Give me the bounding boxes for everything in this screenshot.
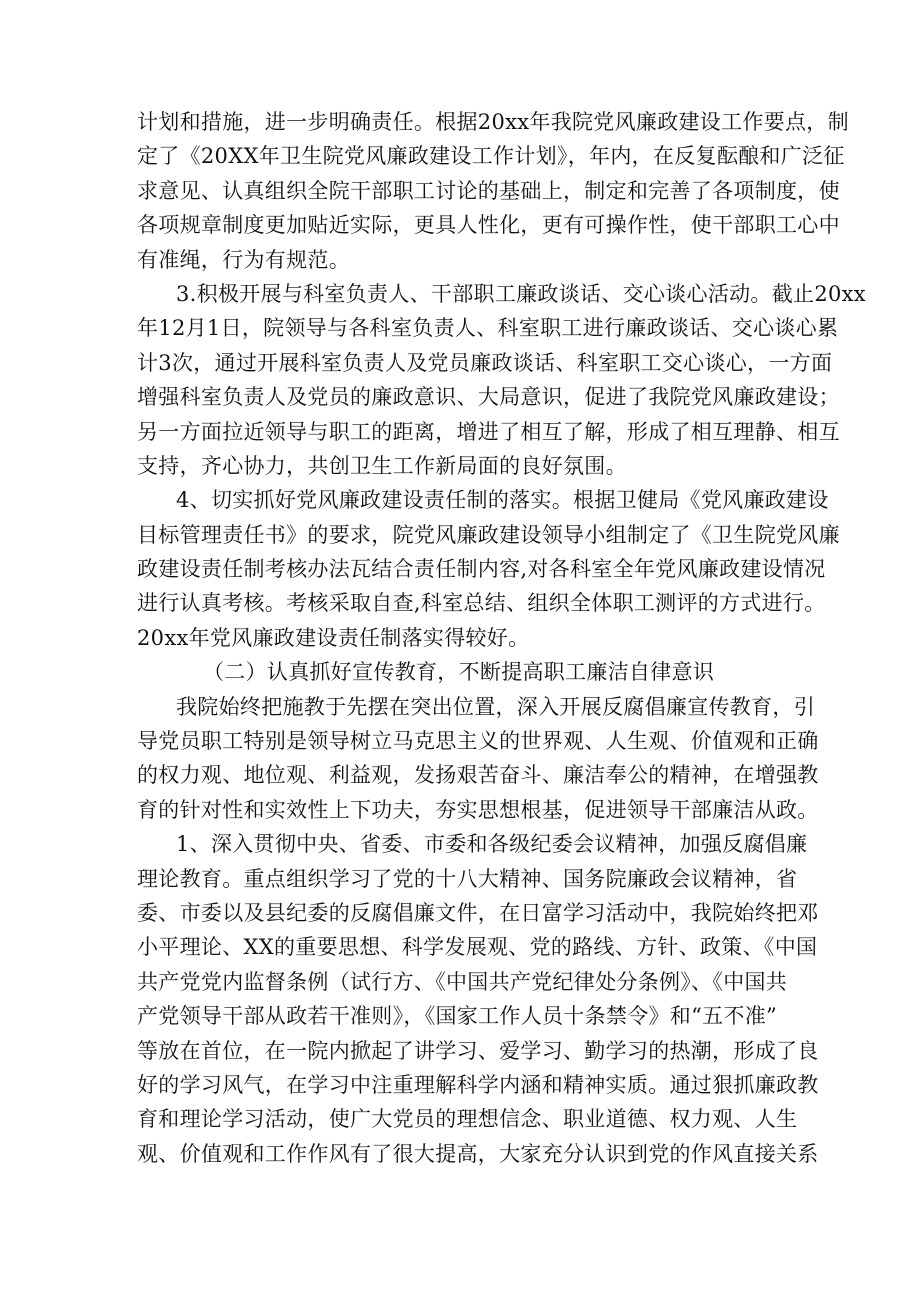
text-line: 目标管理责任书》的要求，院党风廉政建设领导小组制定了《卫生院党风廉	[137, 522, 840, 547]
text-line: 20xx年党风廉政建设责任制落实得较好。	[137, 625, 530, 650]
text-line: 我院始终把施教于先摆在突出位置，深入开展反腐倡廉宣传教育，引	[176, 694, 815, 719]
text-line: 育的针对性和实效性上下功夫，夯实思想根基，促进领导干部廉洁从政。	[137, 797, 819, 822]
text-line: 育和理论学习活动，使广大党员的理想信念、职业道德、权力观、人生	[137, 1107, 798, 1132]
text-line: 委、市委以及县纪委的反腐倡廉文件，在日富学习活动中，我院始终把邓	[137, 900, 819, 925]
text-line: 另一方面拉近领导与职工的距离，增进了相互了解，形成了相互理静、相互	[137, 419, 840, 444]
text-line: 增强科室负责人及党员的廉政意识、大局意识，促进了我院党风廉政建设；	[137, 385, 840, 410]
text-line: 的权力观、地位观、利益观，发扬艰苦奋斗、廉洁奉公的精神，在增强教	[137, 763, 819, 788]
text-line: 4、切实抓好党风廉政建设责任制的落实。根据卫健局《党风廉政建设	[176, 488, 829, 513]
text-line: 好的学习风气，在学习中注重理解科学内涵和精神实质。通过狠抓廉政教	[137, 1072, 819, 1097]
text-line: 求意见、认真组织全院干部职工讨论的基础上，制定和完善了各项制度，使	[137, 178, 840, 203]
text-line: 导党员职工特别是领导树立马克思主义的世界观、人生观、价值观和正确	[137, 729, 819, 754]
text-line: 年12月1日，院领导与各科室负责人、科室职工进行廉政谈话、交心谈心累	[137, 316, 839, 341]
text-line: 小平理论、XX的重要思想、科学发展观、党的路线、方针、政策、《中国	[137, 935, 818, 960]
text-line: 政建设责任制考核办法瓦结合责任制内容,对各科室全年党风廉政建设情况	[137, 557, 826, 582]
text-line: 共产党党内监督条例（试行方、《中国共产党纪律处分条例》、《中国共	[137, 969, 788, 994]
text-line: 理论教育。重点组织学习了党的十八大精神、国务院廉政会议精神，省	[137, 866, 798, 891]
text-line: 1、深入贯彻中央、省委、市委和各级纪委会议精神，加强反腐倡廉	[176, 832, 808, 857]
text-line: 进行认真考核。考核采取自查,科室总结、组织全体职工测评的方式进行。	[137, 591, 826, 616]
text-line: 观、价值观和工作作风有了很大提高，大家充分认识到党的作风直接关系	[137, 1141, 819, 1166]
text-line: 定了《20XX年卫生院党风廉政建设工作计划》，年内，在反复酝酿和广泛征	[137, 144, 845, 169]
text-line: 有准绳，行为有规范。	[137, 247, 350, 272]
text-line: 3.积极开展与科室负责人、干部职工廉政谈话、交心谈心活动。截止20xx	[176, 281, 866, 306]
document-page	[137, 105, 866, 1171]
text-line: 支持，齐心协力，共创卫生工作新局面的良好氛围。	[137, 453, 627, 478]
text-line: 等放在首位，在一院内掀起了讲学习、爱学习、勤学习的热潮，形成了良	[137, 1038, 819, 1063]
section-heading: （二）认真抓好宣传教育，不断提高职工廉洁自律意识	[203, 660, 715, 685]
text-line: 计3次，通过开展科室负责人及党员廉政谈话、科室职工交心谈心，一方面	[137, 350, 833, 375]
text-line: 各项规章制度更加贴近实际，更具人性化，更有可操作性，使干部职工心中	[137, 213, 840, 238]
text-line: 产党领导干部从政若干准则》，《国家工作人员十条禁令》和“五不准”	[137, 1004, 778, 1029]
text-line: 计划和措施，进一步明确责任。根据20xx年我院党风廉政建设工作要点，制	[137, 110, 849, 134]
